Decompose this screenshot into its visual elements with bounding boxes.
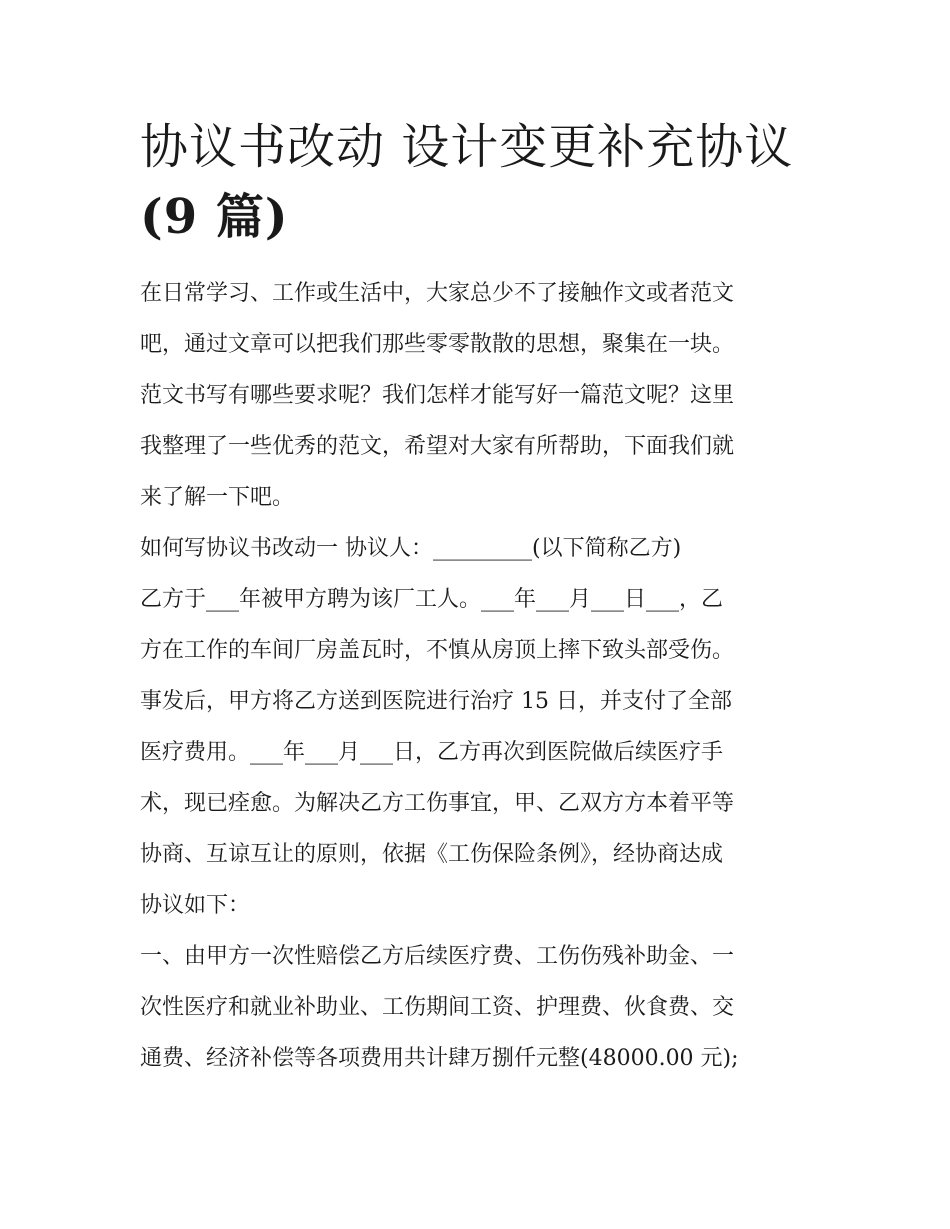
paragraph-line: 次性医疗和就业补助业、工伤期间工资、护理费、伙食费、交 xyxy=(140,995,735,1020)
paragraph-line: 医疗费用。___年___月___日，乙方再次到医院做后续医疗手 xyxy=(140,740,724,765)
paragraph-line: 协议如下： xyxy=(140,893,251,918)
intro-line: 范文书写有哪些要求呢？我们怎样才能写好一篇范文呢？这里 xyxy=(140,383,735,408)
document-page xyxy=(140,112,830,1084)
paragraph-line: 一、由甲方一次性赔偿乙方后续医疗费、工伤伤残补助金、一 xyxy=(140,944,735,969)
paragraph-line: 乙方于___年被甲方聘为该厂工人。___年___月___日___，乙 xyxy=(140,587,724,612)
intro-line: 在日常学习、工作或生活中，大家总少不了接触作文或者范文 xyxy=(140,281,735,306)
agreement-paragraph-1 xyxy=(140,574,830,931)
agreement-paragraph-2 xyxy=(140,931,830,1084)
paragraph-line: 通费、经济补偿等各项费用共计肆万捌仟元整(48000.00 元); xyxy=(140,1046,739,1071)
intro-line: 我整理了一些优秀的范文，希望对大家有所帮助，下面我们就 xyxy=(140,434,735,459)
section-heading-text: 如何写协议书改动一 协议人：_________(以下简称乙方) xyxy=(140,536,682,561)
intro-paragraph xyxy=(140,268,830,523)
intro-line: 吧，通过文章可以把我们那些零零散散的思想，聚集在一块。 xyxy=(140,332,735,357)
intro-line: 来了解一下吧。 xyxy=(140,485,295,510)
title-line-2: (9 篇) xyxy=(140,189,289,245)
paragraph-line: 方在工作的车间厂房盖瓦时，不慎从房顶上摔下致头部受伤。 xyxy=(140,638,735,663)
section-heading xyxy=(140,523,830,574)
title-line-1: 协议书改动 设计变更补充协议 xyxy=(140,119,794,175)
paragraph-line: 协商、互谅互让的原则，依据《工伤保险条例》，经协商达成 xyxy=(140,842,724,867)
paragraph-line: 术，现已痊愈。为解决乙方工伤事宜，甲、乙双方方本着平等 xyxy=(140,791,735,816)
paragraph-line: 事发后，甲方将乙方送到医院进行治疗 15 日，并支付了全部 xyxy=(140,689,732,714)
document-title xyxy=(140,112,830,252)
